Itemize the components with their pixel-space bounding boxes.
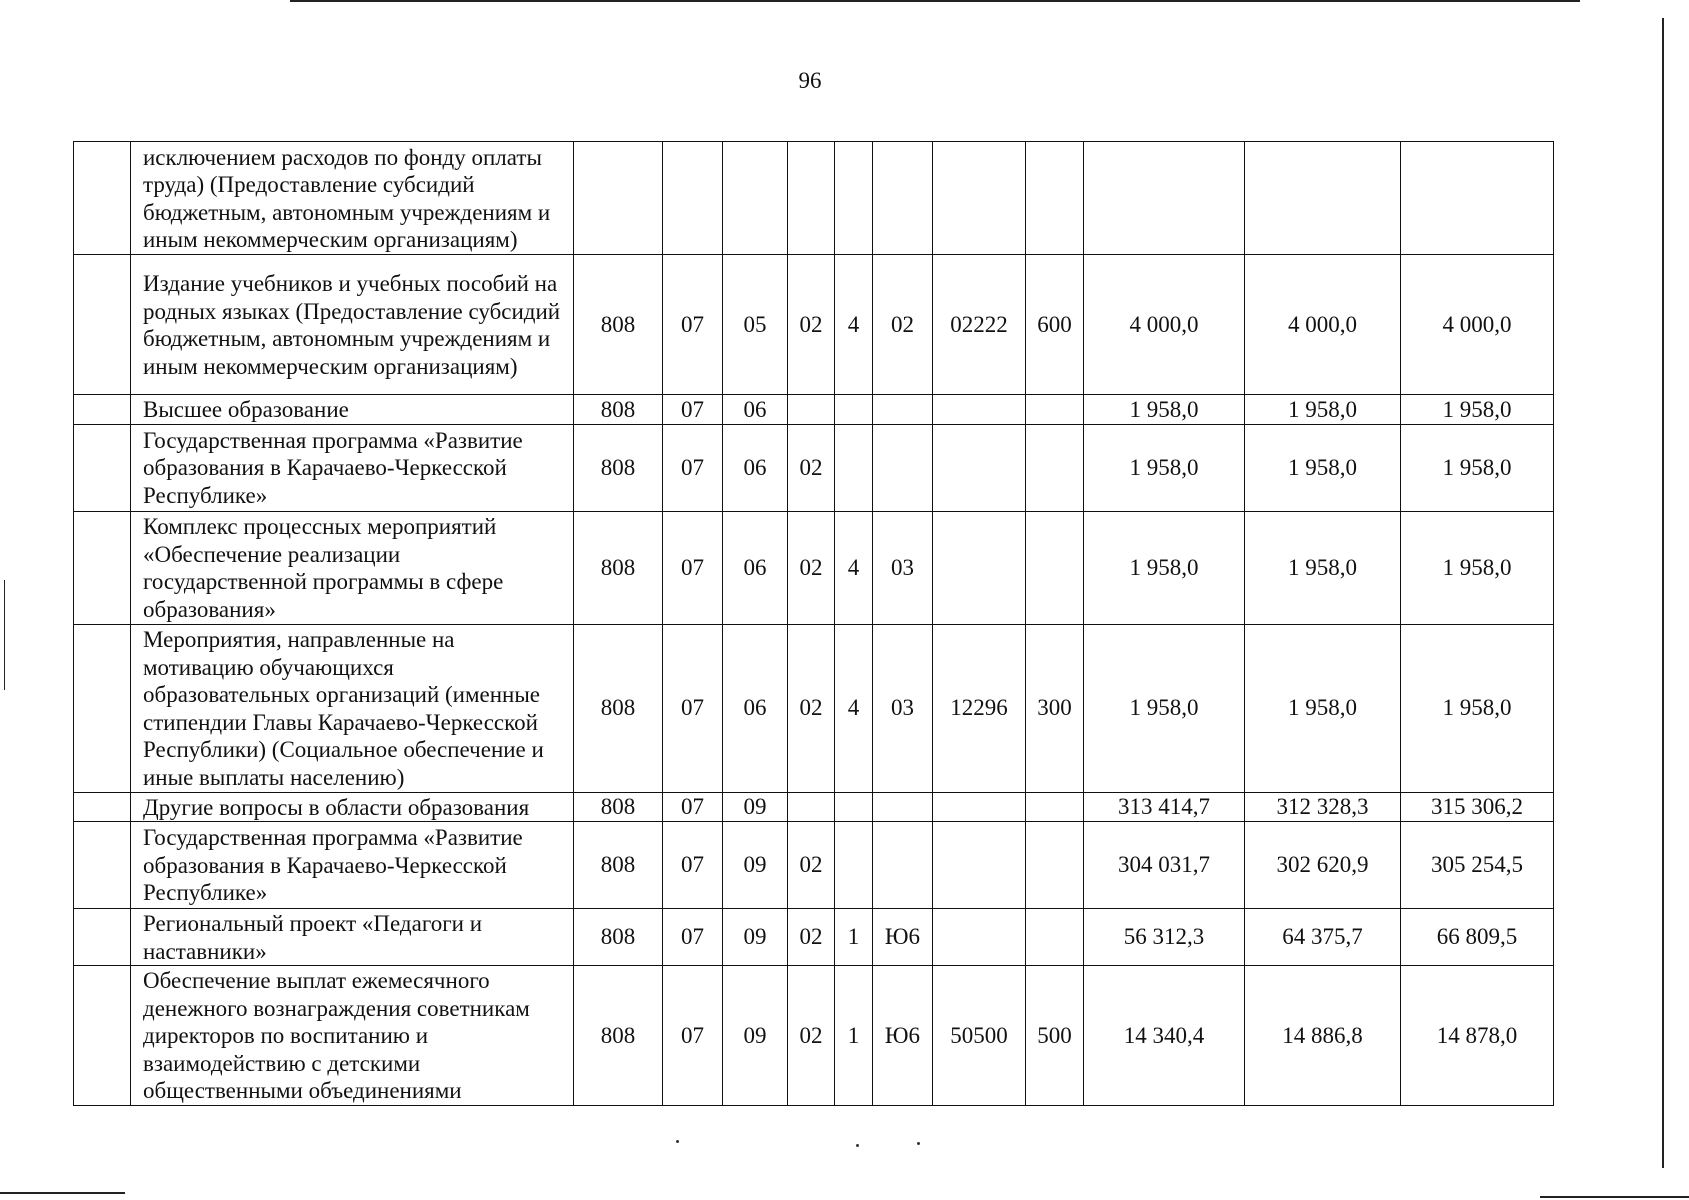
code-section-cell: 07 xyxy=(663,424,723,511)
code-direction-cell xyxy=(933,142,1026,255)
code-ministry-cell: 808 xyxy=(574,966,663,1106)
amount-year-3-cell: 66 809,5 xyxy=(1401,909,1554,966)
code-expense-type-cell: 500 xyxy=(1026,966,1084,1106)
code-subprogram-type-cell xyxy=(835,424,873,511)
scan-speck xyxy=(676,1140,679,1143)
code-subsection-cell: 05 xyxy=(723,255,788,395)
amount-year-3-cell: 315 306,2 xyxy=(1401,792,1554,822)
code-expense-type-cell: 600 xyxy=(1026,255,1084,395)
amount-year-2-cell: 64 375,7 xyxy=(1245,909,1401,966)
code-subprogram-type-cell: 1 xyxy=(835,909,873,966)
amount-year-2-cell: 312 328,3 xyxy=(1245,792,1401,822)
code-program-cell xyxy=(788,395,835,425)
row-name-cell: Государственная программа «Развитие образования в Карачаево-Черкесской Республике» xyxy=(131,822,574,909)
amount-year-2-cell: 1 958,0 xyxy=(1245,395,1401,425)
amount-year-1-cell: 56 312,3 xyxy=(1084,909,1245,966)
amount-year-2-cell: 1 958,0 xyxy=(1245,424,1401,511)
amount-year-1-cell: 1 958,0 xyxy=(1084,424,1245,511)
amount-year-2-cell xyxy=(1245,142,1401,255)
scan-edge-bottom-right xyxy=(1540,1196,1689,1198)
code-program-cell: 02 xyxy=(788,822,835,909)
row-number-cell xyxy=(74,624,131,792)
amount-year-3-cell: 14 878,0 xyxy=(1401,966,1554,1106)
amount-year-3-cell: 1 958,0 xyxy=(1401,511,1554,624)
row-name-cell: Комплекс процессных мероприятий «Обеспечение реализации государственной программы в сфере образования» xyxy=(131,511,574,624)
code-subprogram-cell xyxy=(873,142,933,255)
table-row xyxy=(74,909,1554,966)
amount-year-1-cell: 1 958,0 xyxy=(1084,624,1245,792)
amount-year-2-cell: 1 958,0 xyxy=(1245,511,1401,624)
code-ministry-cell: 808 xyxy=(574,909,663,966)
page-number: 96 xyxy=(798,68,822,93)
code-subprogram-type-cell: 4 xyxy=(835,624,873,792)
code-ministry-cell: 808 xyxy=(574,424,663,511)
code-subprogram-cell xyxy=(873,792,933,822)
code-subprogram-type-cell: 4 xyxy=(835,511,873,624)
row-name-cell: Региональный проект «Педагоги и наставники» xyxy=(131,909,574,966)
code-direction-cell xyxy=(933,395,1026,425)
code-expense-type-cell xyxy=(1026,511,1084,624)
code-subprogram-type-cell xyxy=(835,792,873,822)
code-ministry-cell: 808 xyxy=(574,624,663,792)
code-direction-cell: 50500 xyxy=(933,966,1026,1106)
code-subsection-cell xyxy=(723,142,788,255)
amount-year-3-cell: 305 254,5 xyxy=(1401,822,1554,909)
amount-year-1-cell: 1 958,0 xyxy=(1084,395,1245,425)
code-section-cell: 07 xyxy=(663,792,723,822)
amount-year-1-cell: 14 340,4 xyxy=(1084,966,1245,1106)
code-direction-cell xyxy=(933,792,1026,822)
code-subsection-cell: 06 xyxy=(723,424,788,511)
row-number-cell xyxy=(74,255,131,395)
code-ministry-cell: 808 xyxy=(574,255,663,395)
code-program-cell: 02 xyxy=(788,966,835,1106)
code-subprogram-cell: 03 xyxy=(873,511,933,624)
code-program-cell xyxy=(788,142,835,255)
code-program-cell: 02 xyxy=(788,909,835,966)
code-subprogram-cell: Ю6 xyxy=(873,966,933,1106)
row-number-cell xyxy=(74,424,131,511)
amount-year-3-cell: 4 000,0 xyxy=(1401,255,1554,395)
code-subprogram-type-cell xyxy=(835,142,873,255)
code-subprogram-type-cell xyxy=(835,822,873,909)
table-row xyxy=(74,395,1554,425)
budget-table xyxy=(73,141,1554,1106)
row-name-cell: Обеспечение выплат ежемесячного денежного вознаграждения советникам директоров по воспитанию и взаимодействию с детскими общественными объединениями xyxy=(131,966,574,1106)
row-number-cell xyxy=(74,822,131,909)
code-ministry-cell: 808 xyxy=(574,395,663,425)
row-name-cell: Мероприятия, направленные на мотивацию обучающихся образовательных организаций (именные стипендии Главы Карачаево-Черкесской Республики) (Социальное обеспечение и иные выплаты населению) xyxy=(131,624,574,792)
code-program-cell xyxy=(788,792,835,822)
row-name-cell: Высшее образование xyxy=(131,395,574,425)
code-section-cell: 07 xyxy=(663,395,723,425)
code-direction-cell xyxy=(933,909,1026,966)
amount-year-3-cell: 1 958,0 xyxy=(1401,395,1554,425)
code-subsection-cell: 06 xyxy=(723,624,788,792)
table-row xyxy=(74,142,1554,255)
code-section-cell: 07 xyxy=(663,255,723,395)
amount-year-2-cell: 14 886,8 xyxy=(1245,966,1401,1106)
table-row xyxy=(74,255,1554,395)
code-ministry-cell: 808 xyxy=(574,822,663,909)
code-subprogram-cell xyxy=(873,822,933,909)
table-row xyxy=(74,424,1554,511)
code-section-cell: 07 xyxy=(663,966,723,1106)
code-direction-cell: 12296 xyxy=(933,624,1026,792)
scan-edge-top xyxy=(290,0,1580,2)
code-subprogram-cell xyxy=(873,395,933,425)
row-name-cell: Издание учебников и учебных пособий на родных языках (Предоставление субсидий бюджетным, автономным учреждениям и иным некоммерческим организациям) xyxy=(131,255,574,395)
code-subprogram-cell: 03 xyxy=(873,624,933,792)
row-number-cell xyxy=(74,142,131,255)
table-row xyxy=(74,792,1554,822)
code-expense-type-cell xyxy=(1026,142,1084,255)
amount-year-1-cell: 304 031,7 xyxy=(1084,822,1245,909)
code-subsection-cell: 09 xyxy=(723,792,788,822)
code-section-cell xyxy=(663,142,723,255)
row-number-cell xyxy=(74,966,131,1106)
code-ministry-cell xyxy=(574,142,663,255)
code-expense-type-cell xyxy=(1026,822,1084,909)
code-subprogram-type-cell: 1 xyxy=(835,966,873,1106)
code-section-cell: 07 xyxy=(663,624,723,792)
amount-year-2-cell: 4 000,0 xyxy=(1245,255,1401,395)
code-expense-type-cell xyxy=(1026,424,1084,511)
scan-edge-bottom-left xyxy=(0,1192,125,1194)
code-subprogram-cell: 02 xyxy=(873,255,933,395)
amount-year-3-cell xyxy=(1401,142,1554,255)
code-ministry-cell: 808 xyxy=(574,792,663,822)
code-direction-cell: 02222 xyxy=(933,255,1026,395)
scan-edge-right xyxy=(1662,18,1664,1168)
row-number-cell xyxy=(74,395,131,425)
table-row xyxy=(74,822,1554,909)
amount-year-1-cell: 4 000,0 xyxy=(1084,255,1245,395)
code-subprogram-cell xyxy=(873,424,933,511)
amount-year-1-cell: 313 414,7 xyxy=(1084,792,1245,822)
code-program-cell: 02 xyxy=(788,511,835,624)
code-direction-cell xyxy=(933,511,1026,624)
table-row xyxy=(74,511,1554,624)
code-subsection-cell: 09 xyxy=(723,822,788,909)
code-section-cell: 07 xyxy=(663,822,723,909)
code-ministry-cell: 808 xyxy=(574,511,663,624)
amount-year-3-cell: 1 958,0 xyxy=(1401,624,1554,792)
code-expense-type-cell xyxy=(1026,792,1084,822)
code-subsection-cell: 06 xyxy=(723,395,788,425)
code-subprogram-type-cell xyxy=(835,395,873,425)
code-section-cell: 07 xyxy=(663,909,723,966)
code-direction-cell xyxy=(933,424,1026,511)
code-subsection-cell: 09 xyxy=(723,909,788,966)
scan-speck xyxy=(917,1142,920,1145)
code-program-cell: 02 xyxy=(788,255,835,395)
code-program-cell: 02 xyxy=(788,424,835,511)
code-subsection-cell: 06 xyxy=(723,511,788,624)
row-number-cell xyxy=(74,511,131,624)
code-subprogram-type-cell: 4 xyxy=(835,255,873,395)
row-name-cell: исключением расходов по фонду оплаты труда) (Предоставление субсидий бюджетным, автономным учреждениям и иным некоммерческим организациям) xyxy=(131,142,574,255)
row-name-cell: Государственная программа «Развитие образования в Карачаево-Черкесской Республике» xyxy=(131,424,574,511)
row-name-cell: Другие вопросы в области образования xyxy=(131,792,574,822)
amount-year-2-cell: 1 958,0 xyxy=(1245,624,1401,792)
table-row xyxy=(74,966,1554,1106)
code-subsection-cell: 09 xyxy=(723,966,788,1106)
code-expense-type-cell xyxy=(1026,395,1084,425)
code-expense-type-cell xyxy=(1026,909,1084,966)
row-number-cell xyxy=(74,792,131,822)
scan-edge-left xyxy=(4,580,5,690)
amount-year-1-cell: 1 958,0 xyxy=(1084,511,1245,624)
amount-year-2-cell: 302 620,9 xyxy=(1245,822,1401,909)
code-program-cell: 02 xyxy=(788,624,835,792)
code-section-cell: 07 xyxy=(663,511,723,624)
row-number-cell xyxy=(74,909,131,966)
code-direction-cell xyxy=(933,822,1026,909)
code-subprogram-cell: Ю6 xyxy=(873,909,933,966)
code-expense-type-cell: 300 xyxy=(1026,624,1084,792)
amount-year-1-cell xyxy=(1084,142,1245,255)
scan-speck xyxy=(856,1144,859,1147)
table-row xyxy=(74,624,1554,792)
amount-year-3-cell: 1 958,0 xyxy=(1401,424,1554,511)
